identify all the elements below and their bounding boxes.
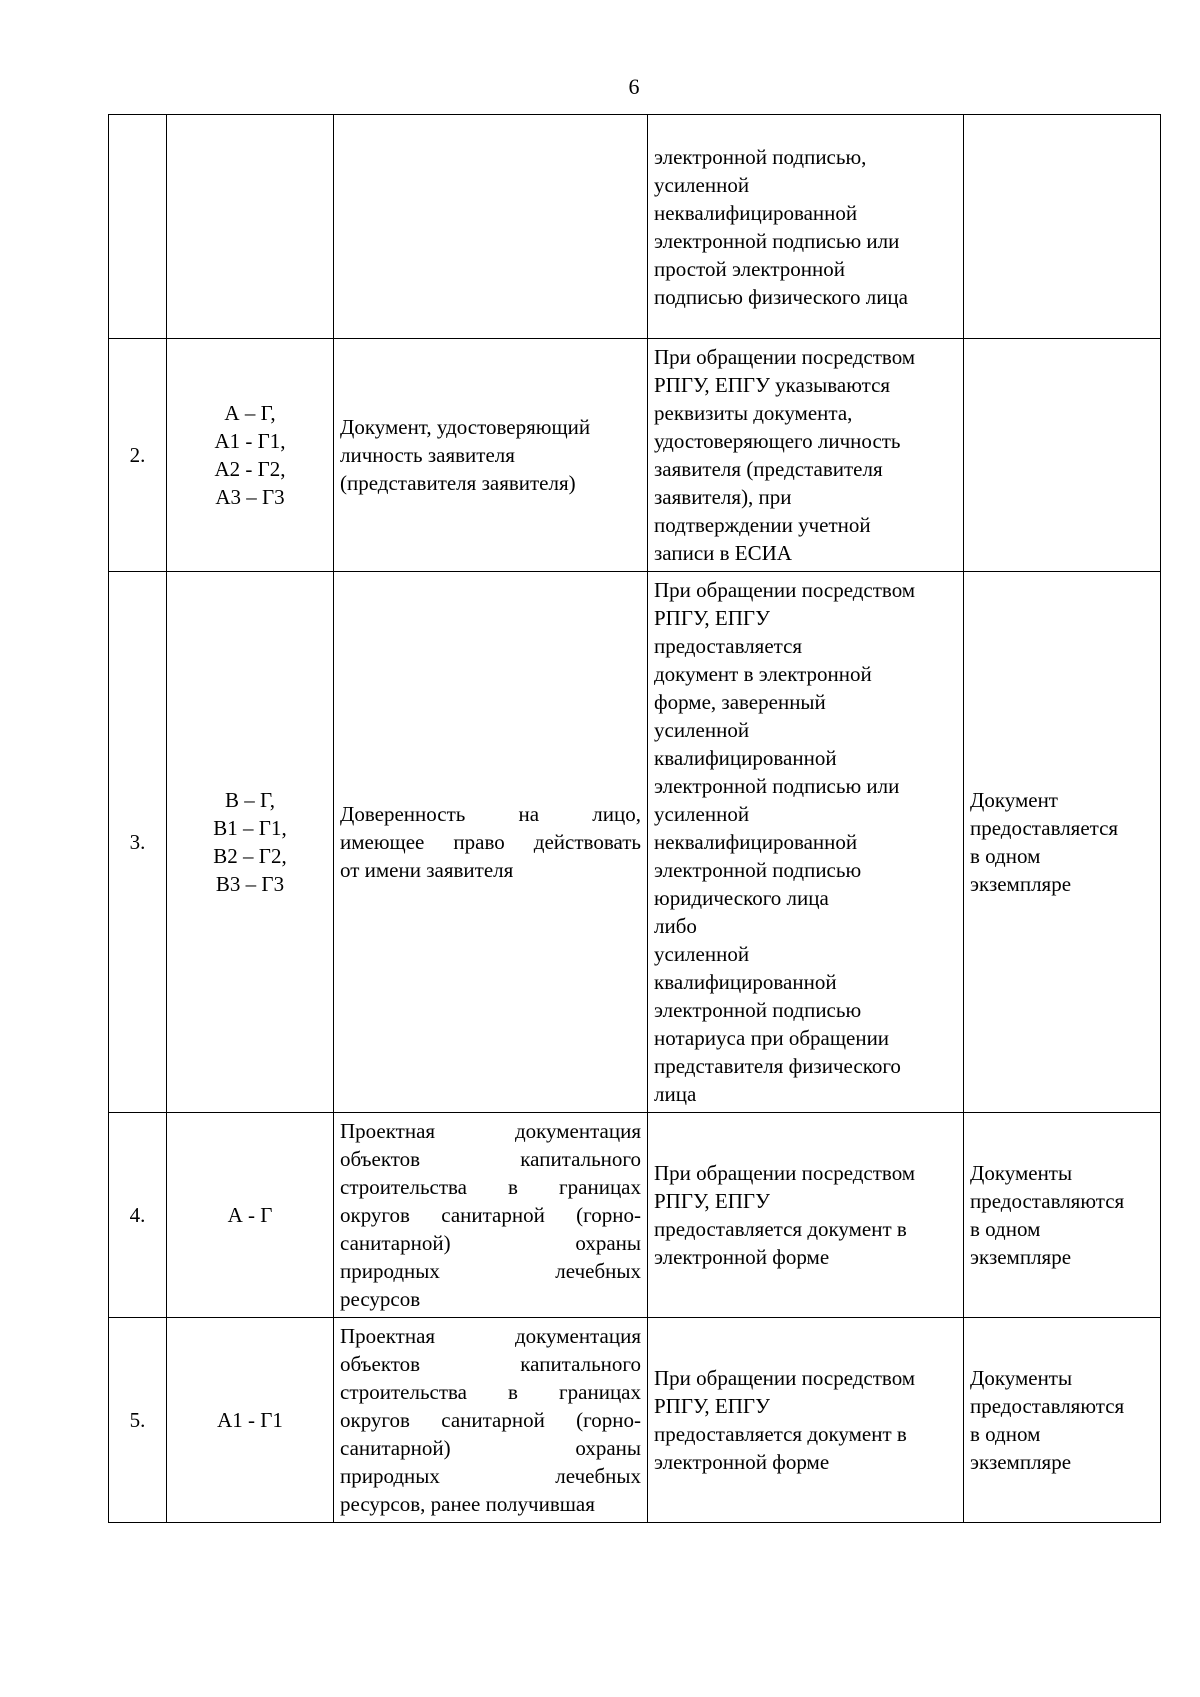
requirement-line: РПГУ, ЕПГУ — [654, 1394, 770, 1418]
table-row — [109, 339, 1161, 572]
requirement-line: форме, заверенный — [654, 690, 826, 714]
requirement-line: электронной форме — [654, 1450, 830, 1474]
requirement-line: усиленной — [654, 802, 750, 826]
requirement-line: При обращении посредством — [654, 1161, 916, 1185]
category-line: А - Г — [227, 1203, 273, 1227]
document-name-line: строительства в границах — [340, 1175, 641, 1199]
table-row — [109, 115, 1161, 339]
requirement-line: реквизиты документа, — [654, 401, 853, 425]
document-name-line: ресурсов — [340, 1287, 421, 1311]
category-line: А1 - Г1 — [217, 1408, 283, 1432]
document-name-line: санитарной) охраны — [340, 1231, 641, 1255]
notes — [964, 1318, 1161, 1523]
document-name — [334, 1318, 648, 1523]
requirement-line: РПГУ, ЕПГУ указываются — [654, 373, 891, 397]
requirement-line: неквалифицированной — [654, 200, 858, 225]
document-name-line: природных лечебных — [340, 1259, 641, 1283]
requirement-line: представителя физического — [654, 1054, 901, 1078]
requirement-line: При обращении посредством — [654, 1366, 916, 1390]
applicant-categories — [167, 1113, 334, 1318]
applicant-categories — [167, 1318, 334, 1523]
category-line: А2 - Г2, — [214, 457, 286, 481]
page-number: 6 — [628, 74, 640, 99]
category-line: А3 – Г3 — [215, 485, 285, 509]
row-number: 4. — [109, 1113, 167, 1318]
document-name-line: санитарной) охраны — [340, 1436, 641, 1460]
requirement-line: предоставляется — [654, 634, 803, 658]
applicant-categories — [167, 339, 334, 572]
document-name-line: природных лечебных — [340, 1464, 641, 1488]
note-line: предоставляется — [970, 816, 1119, 840]
requirement-line: простой электронной — [654, 256, 845, 281]
document-name-line: личность заявителя — [340, 443, 515, 467]
requirement-line: электронной подписью, — [654, 144, 867, 169]
table-row — [109, 1113, 1161, 1318]
category-line: В2 – Г2, — [213, 844, 287, 868]
document-name-line: Доверенность на лицо, — [340, 802, 641, 826]
requirement-line: электронной подписью — [654, 858, 862, 882]
requirement-line: нотариуса при обращении — [654, 1026, 890, 1050]
submission-requirements — [648, 339, 964, 572]
requirement-line: предоставляется документ в — [654, 1422, 907, 1446]
requirement-line: РПГУ, ЕПГУ — [654, 1189, 770, 1213]
requirement-line: записи в ЕСИА — [654, 541, 792, 565]
requirement-line: документ в электронной — [654, 662, 872, 686]
row-number: 2. — [109, 339, 167, 572]
requirement-line: удостоверяющего личность — [654, 429, 901, 453]
category-line: А1 - Г1, — [214, 429, 286, 453]
submission-requirements — [648, 1318, 964, 1523]
submission-requirements — [648, 572, 964, 1113]
document-name-line: округов санитарной (горно- — [340, 1203, 641, 1227]
notes — [964, 339, 1161, 572]
document-name-line: ресурсов, ранее получившая — [340, 1492, 595, 1516]
note-line: Документ — [970, 788, 1058, 812]
document-name-line: округов санитарной (горно- — [340, 1408, 641, 1432]
note-line: предоставляются — [970, 1189, 1125, 1213]
document-name-line: объектов капитального — [340, 1147, 641, 1171]
note-line: экземпляре — [970, 872, 1072, 896]
requirement-line: заявителя), при — [654, 485, 792, 509]
table-row — [109, 572, 1161, 1113]
category-line: А – Г, — [224, 401, 276, 425]
row-number — [109, 115, 167, 339]
document-name-line: строительства в границах — [340, 1380, 641, 1404]
requirement-line: подписью физического лица — [654, 284, 908, 309]
requirement-line: либо — [654, 914, 697, 938]
requirement-line: подтверждении учетной — [654, 513, 871, 537]
note-line: в одном — [970, 1422, 1041, 1446]
note-line: экземпляре — [970, 1450, 1072, 1474]
document-name — [334, 572, 648, 1113]
requirement-line: При обращении посредством — [654, 345, 916, 369]
requirement-line: лица — [654, 1082, 697, 1106]
requirement-line: электронной подписью — [654, 998, 862, 1022]
document-name-line: Документ, удостоверяющий — [340, 415, 591, 439]
note-line: Документы — [970, 1161, 1073, 1185]
requirement-line: усиленной — [654, 718, 750, 742]
note-line: в одном — [970, 844, 1041, 868]
document-name-line: (представителя заявителя) — [340, 471, 576, 495]
note-line: Документы — [970, 1366, 1073, 1390]
document-name-line: Проектная документация — [340, 1119, 641, 1143]
document-name-line: Проектная документация — [340, 1324, 641, 1348]
category-line: В – Г, — [224, 788, 276, 812]
table-row — [109, 1318, 1161, 1523]
requirement-line: электронной форме — [654, 1245, 830, 1269]
requirement-line: неквалифицированной — [654, 830, 858, 854]
notes — [964, 115, 1161, 339]
row-number: 5. — [109, 1318, 167, 1523]
row-number: 3. — [109, 572, 167, 1113]
document-name-line: от имени заявителя — [340, 858, 514, 882]
submission-requirements — [648, 115, 964, 339]
note-line: в одном — [970, 1217, 1041, 1241]
note-line: экземпляре — [970, 1245, 1072, 1269]
requirement-line: РПГУ, ЕПГУ — [654, 606, 770, 630]
documents-table — [108, 114, 1161, 1523]
requirement-line: заявителя (представителя — [654, 457, 883, 481]
note-line: предоставляются — [970, 1394, 1125, 1418]
submission-requirements — [648, 1113, 964, 1318]
requirement-line: усиленной — [654, 942, 750, 966]
category-line: В1 – Г1, — [213, 816, 287, 840]
notes — [964, 572, 1161, 1113]
requirement-line: усиленной — [654, 172, 750, 197]
document-name — [334, 115, 648, 339]
document-name — [334, 1113, 648, 1318]
applicant-categories — [167, 115, 334, 339]
requirement-line: квалифицированной — [654, 746, 837, 770]
requirement-line: квалифицированной — [654, 970, 837, 994]
document-name-line: имеющее право действовать — [340, 830, 641, 854]
document-name-line: объектов капитального — [340, 1352, 641, 1376]
requirement-line: электронной подписью или — [654, 774, 900, 798]
requirement-line: юридического лица — [654, 886, 829, 910]
requirement-line: При обращении посредством — [654, 578, 916, 602]
notes — [964, 1113, 1161, 1318]
requirement-line: предоставляется документ в — [654, 1217, 907, 1241]
applicant-categories — [167, 572, 334, 1113]
document-name — [334, 339, 648, 572]
category-line: В3 – Г3 — [215, 872, 285, 896]
requirement-line: электронной подписью или — [654, 228, 900, 253]
